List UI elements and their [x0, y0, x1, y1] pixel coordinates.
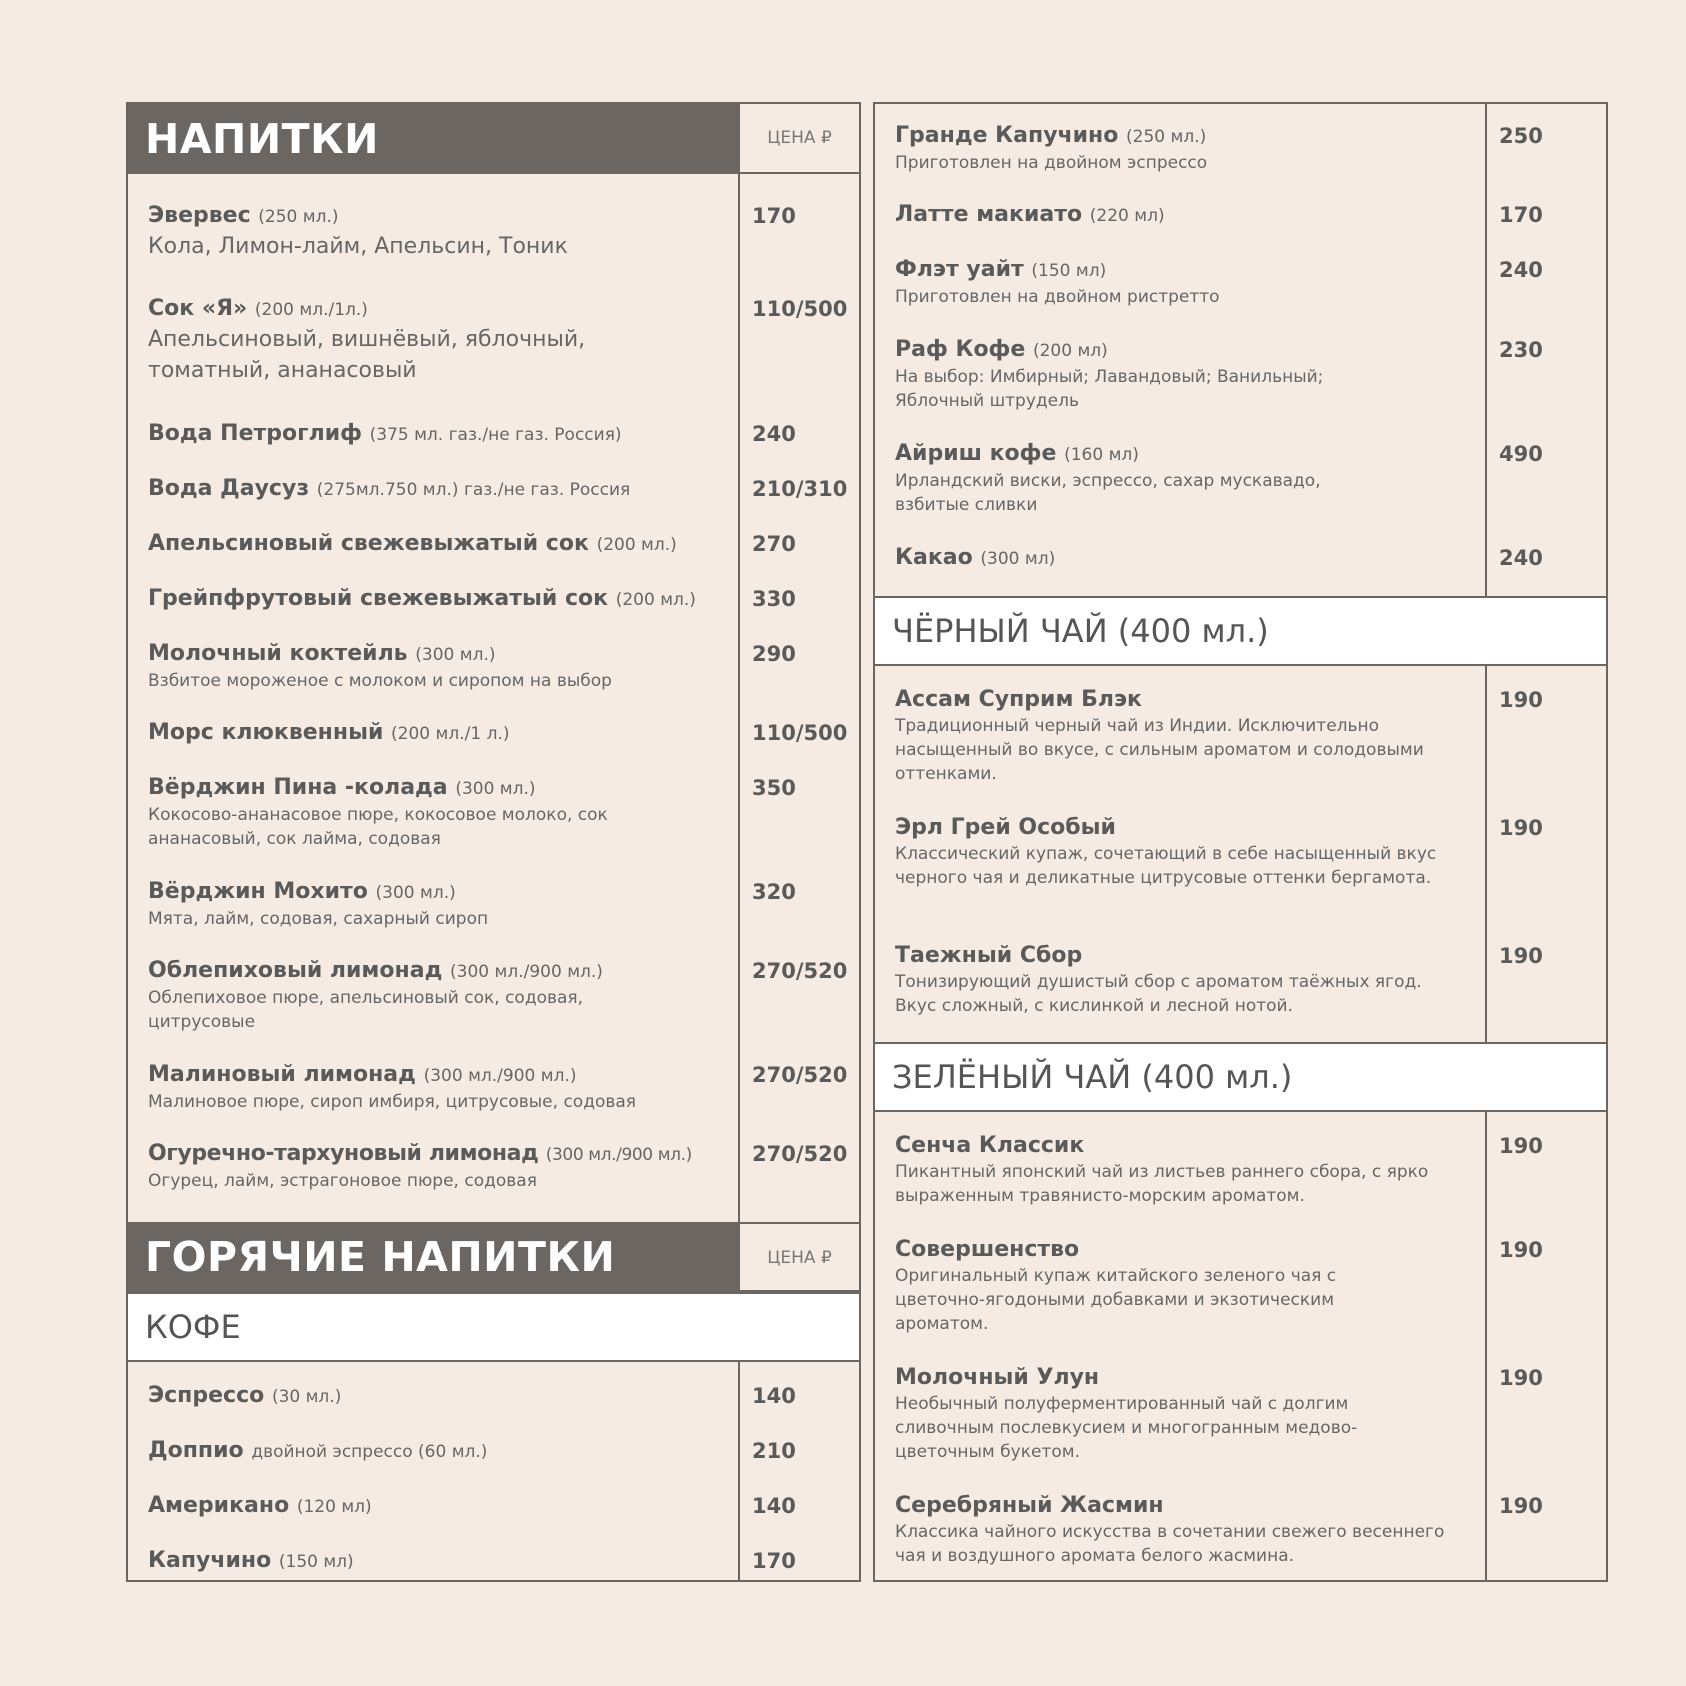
item-name: Грейпфрутовый свежевыжатый сок: [148, 586, 609, 611]
item-desc: Оригинальный купаж китайского зеленого чая с цветочно-ягодоными добавками и экзотическим ароматом.: [895, 1266, 1337, 1334]
menu-item: [148, 640, 733, 693]
menu-item: [148, 475, 733, 504]
menu-item: [895, 256, 1480, 309]
price-column-divider: [1485, 104, 1487, 1580]
item-volume: (220 мл): [1089, 206, 1165, 226]
item-desc: Огурец, лайм, эстрагоновое пюре, содовая: [148, 1171, 537, 1191]
menu-item: [148, 1492, 733, 1521]
item-desc: На выбор: Имбирный; Лавандовый; Ванильный; Яблочный штрудель: [895, 367, 1324, 411]
item-name: Облепиховый лимонад: [148, 958, 443, 983]
item-name: Серебряный Жасмин: [895, 1493, 1164, 1518]
item-desc: Приготовлен на двойном ристретто: [895, 287, 1220, 307]
item-price: 270/520: [752, 959, 848, 983]
item-desc: Тонизирующий душистый сбор с ароматом таёжных ягод. Вкус сложный, с кислинкой и лесной нотой.: [895, 972, 1422, 1016]
item-volume: (30 мл.): [271, 1387, 342, 1407]
menu-item: [148, 295, 733, 386]
item-name: Вёрджин Пина -колада: [148, 775, 448, 800]
item-price: 330: [752, 587, 796, 611]
menu-item: [148, 1547, 733, 1576]
item-desc: Мята, лайм, содовая, сахарный сироп: [148, 909, 489, 929]
item-price: 190: [1499, 1238, 1543, 1262]
item-name: Сенча Классик: [895, 1133, 1085, 1158]
item-volume: (300 мл.): [455, 779, 536, 799]
item-volume: (300 мл./900 мл.): [423, 1066, 577, 1086]
item-desc: Взбитое мороженое с молоком и сиропом на выбор: [148, 671, 612, 691]
item-desc: Облепиховое пюре, апельсиновый сок, содовая, цитрусовые: [148, 988, 584, 1032]
item-name: Латте макиато: [895, 202, 1083, 227]
menu-item: [148, 878, 733, 931]
menu-item: [895, 201, 1480, 230]
item-desc: Приготовлен на двойном эспрессо: [895, 153, 1208, 173]
hot-drinks-heading: ГОРЯЧИЕ НАПИТКИ: [128, 1222, 738, 1292]
item-desc: Кола, Лимон-лайм, Апельсин, Тоник: [148, 234, 568, 259]
item-desc: Необычный полуферментированный чай с долгим сливочным послевкусием и многогранным медово-цветочным букетом.: [895, 1394, 1358, 1462]
item-name: Какао: [895, 545, 973, 570]
item-name: Эвервес: [148, 203, 251, 228]
item-price: 240: [752, 422, 796, 446]
item-volume: (150 мл): [278, 1552, 354, 1572]
item-price: 190: [1499, 816, 1543, 840]
item-name: Американо: [148, 1493, 290, 1518]
item-price: 350: [752, 776, 796, 800]
menu-item: [148, 585, 733, 614]
item-name: Огуречно-тархуновый лимонад: [148, 1141, 539, 1166]
item-price: 250: [1499, 124, 1543, 148]
item-volume: (200 мл./1л.): [254, 300, 368, 320]
menu-item: [895, 1236, 1480, 1336]
item-price: 110/500: [752, 297, 848, 321]
item-price: 190: [1499, 1494, 1543, 1518]
item-price: 190: [1499, 688, 1543, 712]
item-volume: (300 мл): [980, 549, 1056, 569]
item-volume: (300 мл./900 мл.): [545, 1145, 692, 1165]
item-name: Эспрессо: [148, 1383, 265, 1408]
item-price: 210/310: [752, 477, 848, 501]
item-name: Молочный коктейль: [148, 641, 408, 666]
menu-item: [148, 957, 733, 1034]
item-price: 240: [1499, 258, 1543, 282]
item-desc: Традиционный черный чай из Индии. Исключительно насыщенный во вкусе, с сильным ароматом и солодовыми оттенками.: [895, 716, 1424, 784]
menu-item: [895, 814, 1480, 890]
item-volume: (375 мл. газ./не газ. Россия): [369, 425, 622, 445]
menu-item: [895, 336, 1480, 413]
item-price: 140: [752, 1494, 796, 1518]
item-name: Айриш кофе: [895, 441, 1057, 466]
drinks-panel: [126, 102, 861, 1582]
green-tea-heading: ЗЕЛЁНЫЙ ЧАЙ (400 мл.): [875, 1042, 1606, 1112]
item-volume: (250 мл.): [258, 207, 339, 227]
menu-item: [148, 1140, 733, 1193]
menu-item: [895, 1364, 1480, 1464]
item-volume: (200 мл): [1032, 341, 1108, 361]
coffee-subheading: КОФЕ: [128, 1292, 859, 1362]
menu-item: [148, 774, 733, 851]
item-volume: (150 мл): [1031, 261, 1107, 281]
item-price: 110/500: [752, 721, 848, 745]
item-price: 290: [752, 642, 796, 666]
menu-item: [895, 544, 1480, 573]
item-price: 140: [752, 1384, 796, 1408]
hot-drinks-price-label: ЦЕНА ₽: [740, 1222, 859, 1292]
item-name: Совершенство: [895, 1237, 1080, 1262]
menu-item: [895, 1492, 1480, 1568]
item-name: Малиновый лимонад: [148, 1062, 416, 1087]
item-price: 190: [1499, 1366, 1543, 1390]
item-name: Таежный Сбор: [895, 943, 1083, 968]
menu-item: [148, 420, 733, 449]
black-tea-heading: ЧЁРНЫЙ ЧАЙ (400 мл.): [875, 596, 1606, 666]
item-volume: (300 мл./900 мл.): [450, 962, 603, 982]
item-price: 190: [1499, 1134, 1543, 1158]
item-price: 320: [752, 880, 796, 904]
item-volume: (200 мл.): [615, 590, 696, 610]
item-price: 170: [752, 204, 796, 228]
drinks-price-label: ЦЕНА ₽: [740, 104, 859, 174]
item-price: 210: [752, 1439, 796, 1463]
menu-item: [895, 122, 1480, 175]
item-volume: (300 мл.): [415, 645, 496, 665]
item-name: Раф Кофе: [895, 337, 1026, 362]
item-name: Флэт уайт: [895, 257, 1024, 282]
item-name: Капучино: [148, 1548, 272, 1573]
item-price: 170: [752, 1549, 796, 1573]
item-volume: (250 мл.): [1126, 127, 1207, 147]
item-desc: Ирландский виски, эспрессо, сахар мускавадо, взбитые сливки: [895, 471, 1321, 515]
item-desc: Классический купаж, сочетающий в себе насыщенный вкус черного чая и деликатные цитрусовые оттенки бергамота.: [895, 844, 1437, 888]
item-price: 240: [1499, 546, 1543, 570]
item-name: Эрл Грей Особый: [895, 815, 1116, 840]
menu-item: [895, 942, 1480, 1018]
item-volume: (120 мл): [296, 1497, 372, 1517]
item-name: Сок «Я»: [148, 296, 248, 321]
item-name: Вода Петроглиф: [148, 421, 362, 446]
menu-item: [148, 719, 733, 748]
item-volume: (200 мл./1 л.): [391, 724, 510, 744]
item-desc: Малиновое пюре, сироп имбиря, цитрусовые, содовая: [148, 1092, 637, 1112]
item-volume: (160 мл): [1064, 445, 1139, 465]
item-price: 170: [1499, 203, 1543, 227]
menu-item: [895, 440, 1480, 517]
item-name: Гранде Капучино: [895, 123, 1119, 148]
coffee-tea-panel: [873, 102, 1608, 1582]
item-price: 490: [1499, 442, 1543, 466]
item-volume: (300 мл.): [375, 883, 456, 903]
item-price: 270/520: [752, 1142, 848, 1166]
item-name: Ассам Суприм Блэк: [895, 687, 1142, 712]
item-name: Апельсиновый свежевыжатый сок: [148, 531, 589, 556]
menu-item: [148, 1382, 733, 1411]
item-price: 270: [752, 532, 796, 556]
item-name: Вода Даусуз: [148, 476, 310, 501]
item-price: 270/520: [752, 1063, 848, 1087]
item-volume: (200 мл.): [596, 535, 677, 555]
item-name: Вёрджин Мохито: [148, 879, 368, 904]
item-desc: Классика чайного искусства в сочетании свежего весеннего чая и воздушного аромата белого жасмина.: [895, 1522, 1445, 1566]
menu-item: [148, 202, 733, 262]
menu-item: [148, 1437, 733, 1466]
item-name: Молочный Улун: [895, 1365, 1100, 1390]
item-desc: Кокосово-ананасовое пюре, кокосовое молоко, сок ананасовый, сок лайма, содовая: [148, 805, 608, 849]
item-price: 230: [1499, 338, 1543, 362]
item-name: Морс клюквенный: [148, 720, 384, 745]
menu-item: [895, 686, 1480, 786]
item-price: 190: [1499, 944, 1543, 968]
drinks-heading: НАПИТКИ: [128, 104, 738, 174]
menu-item: [895, 1132, 1480, 1208]
menu-item: [148, 530, 733, 559]
item-name: Доппио: [148, 1438, 244, 1463]
menu-item: [148, 1061, 733, 1114]
item-desc: Пикантный японский чай из листьев раннего сбора, с ярко выраженным травянисто-морским ароматом.: [895, 1162, 1429, 1206]
item-volume: двойной эспрессо (60 мл.): [251, 1442, 488, 1462]
item-volume: (275мл.750 мл.) газ./не газ. Россия: [316, 480, 631, 500]
item-desc: Апельсиновый, вишнёвый, яблочный, томатный, ананасовый: [148, 327, 586, 383]
